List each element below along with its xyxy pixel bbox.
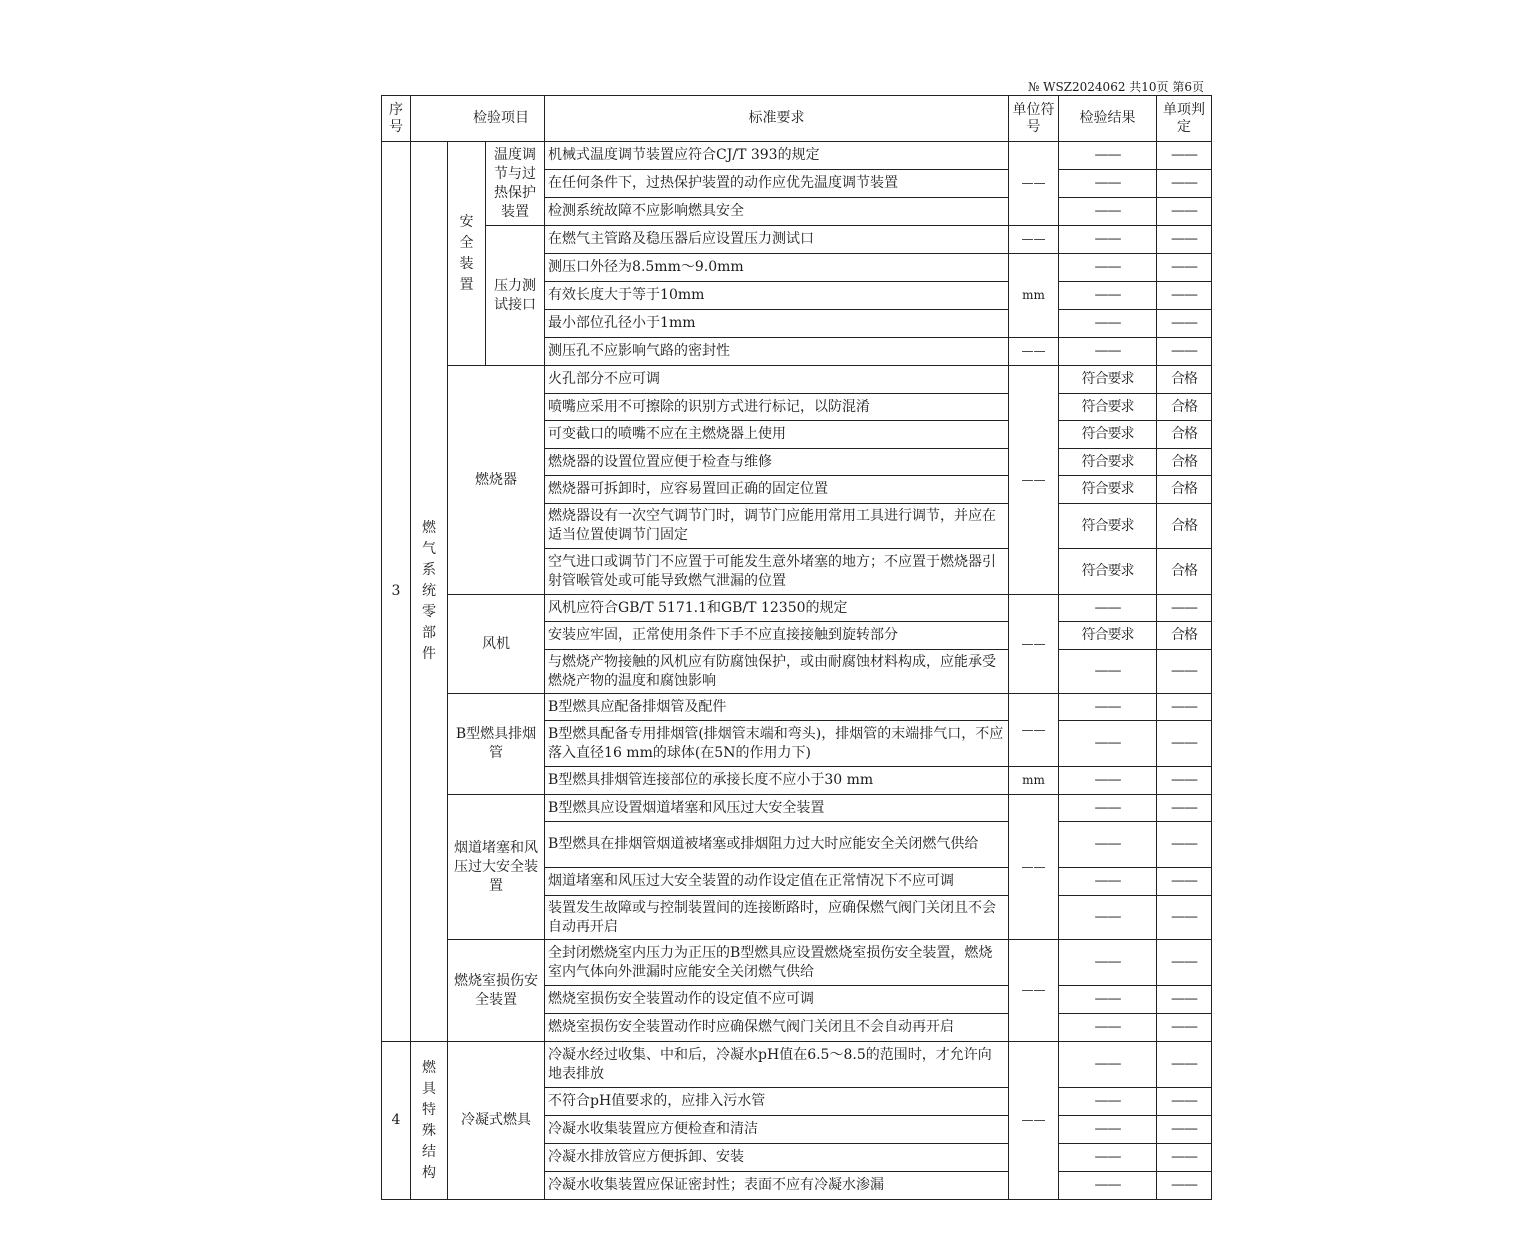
judgment-cell: 合格 — [1157, 394, 1212, 421]
section-seq: 4 — [382, 1042, 411, 1200]
judgment-cell: —— — [1157, 1116, 1212, 1144]
judgment-cell: —— — [1157, 822, 1212, 868]
result-cell: 符合要求 — [1059, 504, 1157, 549]
judgment-cell: —— — [1157, 198, 1212, 226]
unit-cell: —— — [1009, 595, 1059, 694]
requirement-cell: 冷凝水经过收集、中和后，冷凝水pH值在6.5～8.5的范围时，才允许向地表排放 — [545, 1042, 1009, 1088]
judgment-cell: —— — [1157, 1172, 1212, 1200]
judgment-cell: —— — [1157, 1042, 1212, 1088]
judgment-cell: —— — [1157, 1088, 1212, 1116]
result-cell: 符合要求 — [1059, 549, 1157, 595]
requirement-cell: 燃烧室损伤安全装置动作时应确保燃气阀门关闭且不会自动再开启 — [545, 1014, 1009, 1042]
requirement-cell: 燃烧器的设置位置应便于检查与维修 — [545, 449, 1009, 476]
result-cell: —— — [1059, 868, 1157, 896]
judgment-cell: 合格 — [1157, 622, 1212, 650]
table-row — [382, 1042, 1212, 1088]
requirement-cell: 火孔部分不应可调 — [545, 366, 1009, 394]
requirement-cell: 装置发生故障或与控制装置间的连接断路时，应确保燃气阀门关闭且不会自动再开启 — [545, 896, 1009, 940]
result-cell: —— — [1059, 254, 1157, 282]
judgment-cell: —— — [1157, 694, 1212, 721]
requirement-cell: 机械式温度调节装置应符合CJ/T 393的规定 — [545, 142, 1009, 170]
header-item: 检验项目 — [411, 96, 545, 142]
unit-cell: —— — [1009, 795, 1059, 940]
requirement-cell: 测压孔不应影响气路的密封性 — [545, 338, 1009, 366]
result-cell: —— — [1059, 767, 1157, 795]
header-row — [382, 96, 1212, 142]
judgment-cell: —— — [1157, 650, 1212, 694]
result-cell: —— — [1059, 650, 1157, 694]
requirement-cell: B型燃具配备专用排烟管(排烟管末端和弯头)，排烟管的末端排气口，不应落入直径16 mm的球体(在5N的作用力下) — [545, 721, 1009, 767]
judgment-cell: —— — [1157, 795, 1212, 822]
result-cell: —— — [1059, 170, 1157, 198]
group-name: 风机 — [448, 595, 545, 694]
result-cell: —— — [1059, 1116, 1157, 1144]
judgment-cell: —— — [1157, 142, 1212, 170]
result-cell: —— — [1059, 822, 1157, 868]
header-seq: 序号 — [382, 96, 411, 142]
judgment-cell: 合格 — [1157, 476, 1212, 504]
result-cell: —— — [1059, 595, 1157, 622]
judgment-cell: —— — [1157, 254, 1212, 282]
requirement-cell: 燃烧器可拆卸时，应容易置回正确的固定位置 — [545, 476, 1009, 504]
header-judgment: 单项判定 — [1157, 96, 1212, 142]
header-requirement: 标准要求 — [545, 96, 1009, 142]
group-name: 安 全 装 置 — [448, 142, 486, 366]
requirement-cell: 喷嘴应采用不可擦除的识别方式进行标记，以防混淆 — [545, 394, 1009, 421]
requirement-cell: 可变截口的喷嘴不应在主燃烧器上使用 — [545, 421, 1009, 449]
unit-cell: —— — [1009, 226, 1059, 254]
requirement-cell: 冷凝水排放管应方便拆卸、安装 — [545, 1144, 1009, 1172]
result-cell: —— — [1059, 226, 1157, 254]
result-cell: 符合要求 — [1059, 476, 1157, 504]
judgment-cell: —— — [1157, 986, 1212, 1014]
result-cell: —— — [1059, 198, 1157, 226]
judgment-cell: 合格 — [1157, 366, 1212, 394]
requirement-cell: 最小部位孔径小于1mm — [545, 310, 1009, 338]
judgment-cell: —— — [1157, 868, 1212, 896]
requirement-cell: 燃烧室损伤安全装置动作的设定值不应可调 — [545, 986, 1009, 1014]
requirement-cell: 测压口外径为8.5mm～9.0mm — [545, 254, 1009, 282]
judgment-cell: 合格 — [1157, 549, 1212, 595]
judgment-cell: —— — [1157, 1014, 1212, 1042]
result-cell: —— — [1059, 142, 1157, 170]
document-number: № WSZ2024062 共10页 第6页 — [1027, 80, 1204, 94]
requirement-cell: 烟道堵塞和风压过大安全装置的动作设定值在正常情况下不应可调 — [545, 868, 1009, 896]
result-cell: —— — [1059, 1172, 1157, 1200]
inspection-table — [381, 95, 1212, 1200]
result-cell: 符合要求 — [1059, 394, 1157, 421]
requirement-cell: 全封闭燃烧室内压力为正压的B型燃具应设置燃烧室损伤安全装置，燃烧室内气体向外泄漏时应能安全关闭燃气供给 — [545, 940, 1009, 986]
result-cell: —— — [1059, 1014, 1157, 1042]
judgment-cell: —— — [1157, 896, 1212, 940]
result-cell: —— — [1059, 1088, 1157, 1116]
judgment-cell: —— — [1157, 282, 1212, 310]
judgment-cell: —— — [1157, 767, 1212, 795]
subgroup-name: 压力测试接口 — [486, 226, 545, 366]
result-cell: 符合要求 — [1059, 366, 1157, 394]
result-cell: —— — [1059, 721, 1157, 767]
result-cell: 符合要求 — [1059, 449, 1157, 476]
result-cell: —— — [1059, 1042, 1157, 1088]
result-cell: —— — [1059, 1144, 1157, 1172]
table-row — [382, 595, 1212, 622]
table-row — [382, 694, 1212, 721]
requirement-cell: B型燃具应设置烟道堵塞和风压过大安全装置 — [545, 795, 1009, 822]
requirement-cell: B型燃具在排烟管烟道被堵塞或排烟阻力过大时应能安全关闭燃气供给 — [545, 822, 1009, 868]
section-category: 燃 具 特 殊 结 构 — [411, 1042, 448, 1200]
unit-cell: —— — [1009, 142, 1059, 226]
judgment-cell: —— — [1157, 1144, 1212, 1172]
unit-cell: —— — [1009, 940, 1059, 1042]
group-name: B型燃具排烟管 — [448, 694, 545, 795]
table-row — [382, 795, 1212, 822]
requirement-cell: 安装应牢固，正常使用条件下手不应直接接触到旋转部分 — [545, 622, 1009, 650]
result-cell: 符合要求 — [1059, 622, 1157, 650]
table-row — [382, 940, 1212, 986]
table-row — [382, 142, 1212, 170]
requirement-cell: 在燃气主管路及稳压器后应设置压力测试口 — [545, 226, 1009, 254]
requirement-cell: 冷凝水收集装置应方便检查和清洁 — [545, 1116, 1009, 1144]
requirement-cell: 燃烧器设有一次空气调节门时，调节门应能用常用工具进行调节，并应在适当位置使调节门固定 — [545, 504, 1009, 549]
judgment-cell: 合格 — [1157, 449, 1212, 476]
unit-cell: mm — [1009, 254, 1059, 338]
result-cell: —— — [1059, 694, 1157, 721]
requirement-cell: 检测系统故障不应影响燃具安全 — [545, 198, 1009, 226]
result-cell: 符合要求 — [1059, 421, 1157, 449]
result-cell: —— — [1059, 940, 1157, 986]
result-cell: —— — [1059, 282, 1157, 310]
result-cell: —— — [1059, 795, 1157, 822]
unit-cell: —— — [1009, 366, 1059, 595]
subgroup-name: 温度调节与过热保护装置 — [486, 142, 545, 226]
judgment-cell: —— — [1157, 170, 1212, 198]
requirement-cell: 风机应符合GB/T 5171.1和GB/T 12350的规定 — [545, 595, 1009, 622]
header-result: 检验结果 — [1059, 96, 1157, 142]
header-unit: 单位符号 — [1009, 96, 1059, 142]
requirement-cell: 不符合pH值要求的，应排入污水管 — [545, 1088, 1009, 1116]
section-category: 燃 气 系 统 零 部 件 — [411, 142, 448, 1042]
group-name: 冷凝式燃具 — [448, 1042, 545, 1200]
unit-cell: mm — [1009, 767, 1059, 795]
requirement-cell: 空气进口或调节门不应置于可能发生意外堵塞的地方；不应置于燃烧器引射管喉管处或可能导致燃气泄漏的位置 — [545, 549, 1009, 595]
result-cell: —— — [1059, 896, 1157, 940]
table-row — [382, 366, 1212, 394]
group-name: 燃烧室损伤安全装置 — [448, 940, 545, 1042]
requirement-cell: 有效长度大于等于10mm — [545, 282, 1009, 310]
requirement-cell: B型燃具排烟管连接部位的承接长度不应小于30 mm — [545, 767, 1009, 795]
requirement-cell: 在任何条件下，过热保护装置的动作应优先温度调节装置 — [545, 170, 1009, 198]
unit-cell: —— — [1009, 338, 1059, 366]
result-cell: —— — [1059, 310, 1157, 338]
requirement-cell: 与燃烧产物接触的风机应有防腐蚀保护，或由耐腐蚀材料构成，应能承受燃烧产物的温度和腐蚀影响 — [545, 650, 1009, 694]
judgment-cell: —— — [1157, 721, 1212, 767]
judgment-cell: 合格 — [1157, 421, 1212, 449]
judgment-cell: 合格 — [1157, 504, 1212, 549]
unit-cell: —— — [1009, 1042, 1059, 1200]
judgment-cell: —— — [1157, 226, 1212, 254]
section-seq: 3 — [382, 142, 411, 1042]
requirement-cell: B型燃具应配备排烟管及配件 — [545, 694, 1009, 721]
judgment-cell: —— — [1157, 310, 1212, 338]
result-cell: —— — [1059, 338, 1157, 366]
judgment-cell: —— — [1157, 940, 1212, 986]
table-row — [382, 226, 1212, 254]
unit-cell: —— — [1009, 694, 1059, 767]
group-name: 烟道堵塞和风压过大安全装置 — [448, 795, 545, 940]
group-name: 燃烧器 — [448, 366, 545, 595]
requirement-cell: 冷凝水收集装置应保证密封性；表面不应有冷凝水渗漏 — [545, 1172, 1009, 1200]
judgment-cell: —— — [1157, 595, 1212, 622]
judgment-cell: —— — [1157, 338, 1212, 366]
result-cell: —— — [1059, 986, 1157, 1014]
